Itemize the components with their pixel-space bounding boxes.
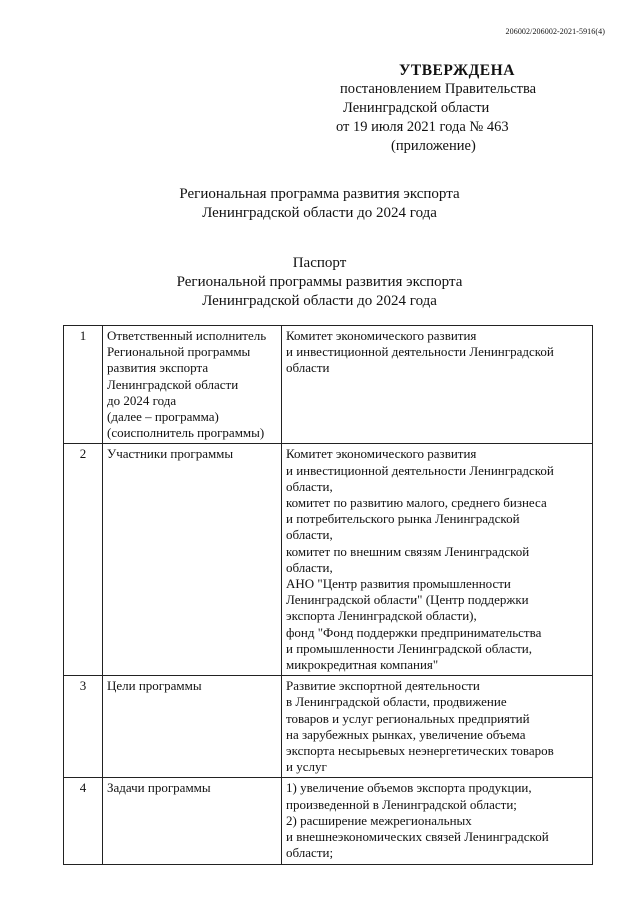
row-label-line: развития экспорта (107, 360, 209, 376)
table-row (64, 676, 593, 778)
row-value-line: области (286, 360, 330, 376)
row-value (282, 676, 593, 778)
approval-line: постановлением Правительства (340, 81, 537, 97)
row-value-line: Комитет экономического развития (286, 446, 477, 462)
row-value (282, 326, 593, 444)
document-number: 206002/206002-2021-5916(4) (505, 27, 605, 36)
row-value-line: АНО "Центр развития промышленности (286, 576, 511, 592)
row-value (282, 444, 593, 676)
row-value-line: области, (286, 559, 333, 575)
table-row (64, 778, 593, 864)
passport-title-line: Ленинградской области до 2024 года (202, 293, 437, 309)
approval-line: (приложение) (391, 138, 476, 154)
row-value-line: 2) расширение межрегиональных (286, 812, 472, 828)
row-value-line: произведенной в Ленинградской области; (286, 796, 517, 812)
row-value-line: и инвестиционной деятельности Ленинградской (286, 462, 554, 478)
passport-title (0, 254, 639, 311)
program-title (0, 185, 639, 223)
row-value-line: Развитие экспортной деятельности (286, 678, 480, 694)
row-value-line: в Ленинградской области, продвижение (286, 694, 507, 710)
row-label-line: (далее – программа) (107, 409, 219, 425)
row-value-line: и инвестиционной деятельности Ленинградской (286, 344, 554, 360)
row-label-line: Ленинградской области (107, 376, 239, 392)
row-label (103, 326, 282, 444)
passport-title-line: Паспорт (292, 255, 347, 271)
approval-heading: УТВЕРЖДЕНА (399, 62, 515, 79)
row-value-line: и потребительского рынка Ленинградской (286, 511, 520, 527)
row-value-line: области; (286, 845, 334, 861)
row-value (282, 778, 593, 864)
row-value-line: Комитет экономического развития (286, 328, 477, 343)
row-value-line: и внешнеэкономических связей Ленинградской (286, 829, 549, 845)
row-number: 4 (64, 778, 103, 864)
row-label-line: Задачи программы (107, 780, 211, 796)
row-value-line: комитет по развитию малого, среднего бизнеса (286, 495, 547, 511)
row-value-line: области, (286, 478, 333, 494)
row-number: 3 (64, 676, 103, 778)
approval-line: Ленинградской области (343, 100, 490, 116)
row-number: 1 (64, 326, 103, 444)
row-label-line: до 2024 года (107, 392, 177, 408)
approval-line: от 19 июля 2021 года № 463 (336, 119, 509, 135)
row-label-line: Цели программы (107, 678, 202, 694)
row-value-line: и услуг (286, 759, 327, 775)
passport-title-line: Региональной программы развития экспорта (176, 274, 463, 290)
row-label (103, 444, 282, 676)
row-label-line: Ответственный исполнитель (107, 328, 267, 343)
passport-table (63, 325, 593, 865)
row-value-line: фонд "Фонд поддержки предпринимательства (286, 624, 542, 640)
row-value-line: экспорта несырьевых неэнергетических товаров (286, 743, 554, 759)
row-value-line: экспорта Ленинградской области), (286, 608, 477, 624)
approval-block (336, 61, 576, 156)
row-label-line: (соисполнитель программы) (107, 425, 265, 441)
program-title-line: Ленинградской области до 2024 года (202, 205, 437, 221)
row-label-line: Участники программы (107, 446, 234, 462)
row-number: 2 (64, 444, 103, 676)
row-value-line: Ленинградской области" (Центр поддержки (286, 592, 529, 608)
program-title-line: Региональная программа развития экспорта (179, 186, 460, 202)
table-row (64, 326, 593, 444)
table-row (64, 444, 593, 676)
row-label (103, 778, 282, 864)
row-value-line: товаров и услуг региональных предприятий (286, 710, 530, 726)
row-label-line: Региональной программы (107, 344, 251, 360)
row-value-line: комитет по внешним связям Ленинградской (286, 543, 530, 559)
row-value-line: на зарубежных рынках, увеличение объема (286, 726, 526, 742)
row-value-line: микрокредитная компания" (286, 657, 439, 673)
row-value-line: области, (286, 527, 333, 543)
row-label (103, 676, 282, 778)
row-value-line: 1) увеличение объемов экспорта продукции, (286, 780, 532, 796)
row-value-line: и промышленности Ленинградской области, (286, 640, 532, 656)
